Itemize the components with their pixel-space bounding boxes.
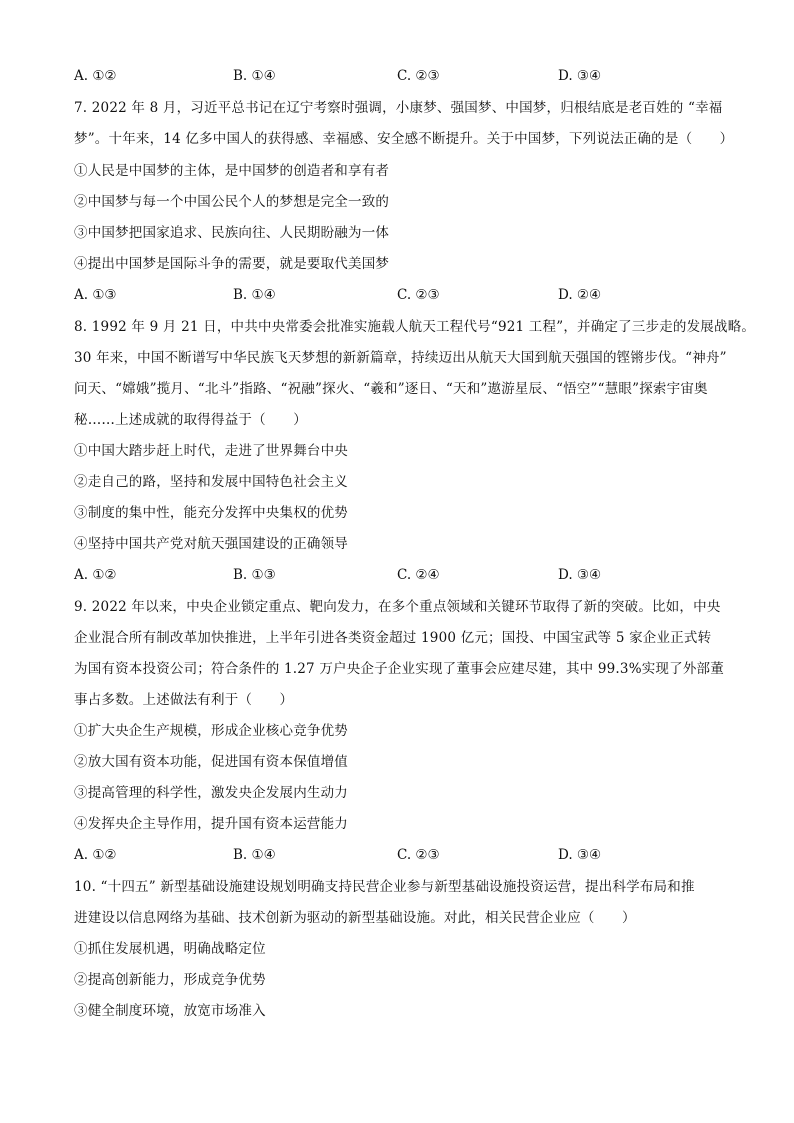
option-a: A. ①②: [74, 68, 117, 84]
question-stem-line: 30 年来，中国不断谱写中华民族飞天梦想的新新篇章，持续迈出从航天大国到航天强国的铿锵步伐。“神舟”: [74, 350, 727, 366]
statement-item: ④发挥央企主导作用，提升国有资本运营能力: [74, 816, 348, 832]
question-stem-line: 8. 1992 年 9 月 21 日，中共中央常委会批准实施载人航天工程代号“921 工程”，并确定了三步走的发展战略。: [74, 319, 756, 335]
statement-item: ③提高管理的科学性，激发央企发展内生动力: [74, 785, 348, 801]
option-c: C. ②④: [397, 567, 440, 583]
statement-item: ①人民是中国梦的主体，是中国梦的创造者和享有者: [74, 163, 390, 179]
option-b: B. ①④: [233, 847, 276, 863]
statement-item: ②走自己的路，坚持和发展中国特色社会主义: [74, 474, 348, 490]
question-stem-line: 为国有资本投资公司；符合条件的 1.27 万户央企子企业实现了董事会应建尽建，其中 99.3%实现了外部董: [74, 661, 724, 677]
option-a: A. ①②: [74, 567, 117, 583]
option-b: B. ①④: [233, 68, 276, 84]
question-stem-line: 问天、“嫦娥”揽月、“北斗”指路、“祝融”探火、“羲和”逐日、“天和”遨游星辰、“悟空”“慧眼”探索宇宙奥: [74, 381, 708, 397]
statement-item: ①中国大踏步赶上时代，走进了世界舞台中央: [74, 443, 348, 459]
statement-item: ③中国梦把国家追求、民族向往、人民期盼融为一体: [74, 225, 390, 241]
question-stem-line: 秘……上述成就的取得得益于（ ）: [74, 412, 307, 428]
option-a: A. ①②: [74, 847, 117, 863]
option-c: C. ②③: [397, 847, 440, 863]
question-stem-line: 进建设以信息网络为基础、技术创新为驱动的新型基础设施。对此，相关民营企业应（ ）: [74, 910, 636, 926]
option-d: D. ③④: [558, 567, 602, 583]
statement-item: ④坚持中国共产党对航天强国建设的正确领导: [74, 536, 348, 552]
option-d: D. ②④: [558, 287, 602, 303]
question-stem-line: 梦”。十年来，14 亿多中国人的获得感、幸福感、安全感不断提升。关于中国梦，下列说法正确的是（ ）: [74, 131, 734, 147]
question-stem-line: 企业混合所有制改革加快推进，上半年引进各类资金超过 1900 亿元；国投、中国宝武等 5 家企业正式转: [74, 630, 712, 646]
question-stem-line: 事占多数。上述做法有利于（ ）: [74, 692, 294, 708]
statement-item: ③制度的集中性，能充分发挥中央集权的优势: [74, 505, 348, 521]
option-a: A. ①③: [74, 287, 117, 303]
statement-item: ①扩大央企生产规模，形成企业核心竞争优势: [74, 723, 348, 739]
option-c: C. ②③: [397, 287, 440, 303]
statement-item: ②中国梦与每一个中国公民个人的梦想是完全一致的: [74, 194, 390, 210]
option-d: D. ③④: [558, 847, 602, 863]
question-stem-line: 10. “十四五” 新型基础设施建设规划明确支持民营企业参与新型基础设施投资运营，提出科学布局和推: [74, 879, 695, 895]
option-c: C. ②③: [397, 68, 440, 84]
statement-item: ③健全制度环境，放宽市场准入: [74, 1003, 266, 1019]
statement-item: ①抓住发展机遇，明确战略定位: [74, 941, 266, 957]
question-stem-line: 7. 2022 年 8 月，习近平总书记在辽宁考察时强调，小康梦、强国梦、中国梦，归根结底是老百姓的 “幸福: [74, 100, 723, 116]
option-d: D. ③④: [558, 68, 602, 84]
statement-item: ②放大国有资本功能，促进国有资本保值增值: [74, 754, 348, 770]
question-stem-line: 9. 2022 年以来，中央企业锁定重点、靶向发力，在多个重点领域和关键环节取得了新的突破。比如，中央: [74, 599, 721, 615]
option-b: B. ①③: [233, 567, 276, 583]
statement-item: ②提高创新能力，形成竞争优势: [74, 972, 266, 988]
statement-item: ④提出中国梦是国际斗争的需要，就是要取代美国梦: [74, 256, 390, 272]
option-b: B. ①④: [233, 287, 276, 303]
